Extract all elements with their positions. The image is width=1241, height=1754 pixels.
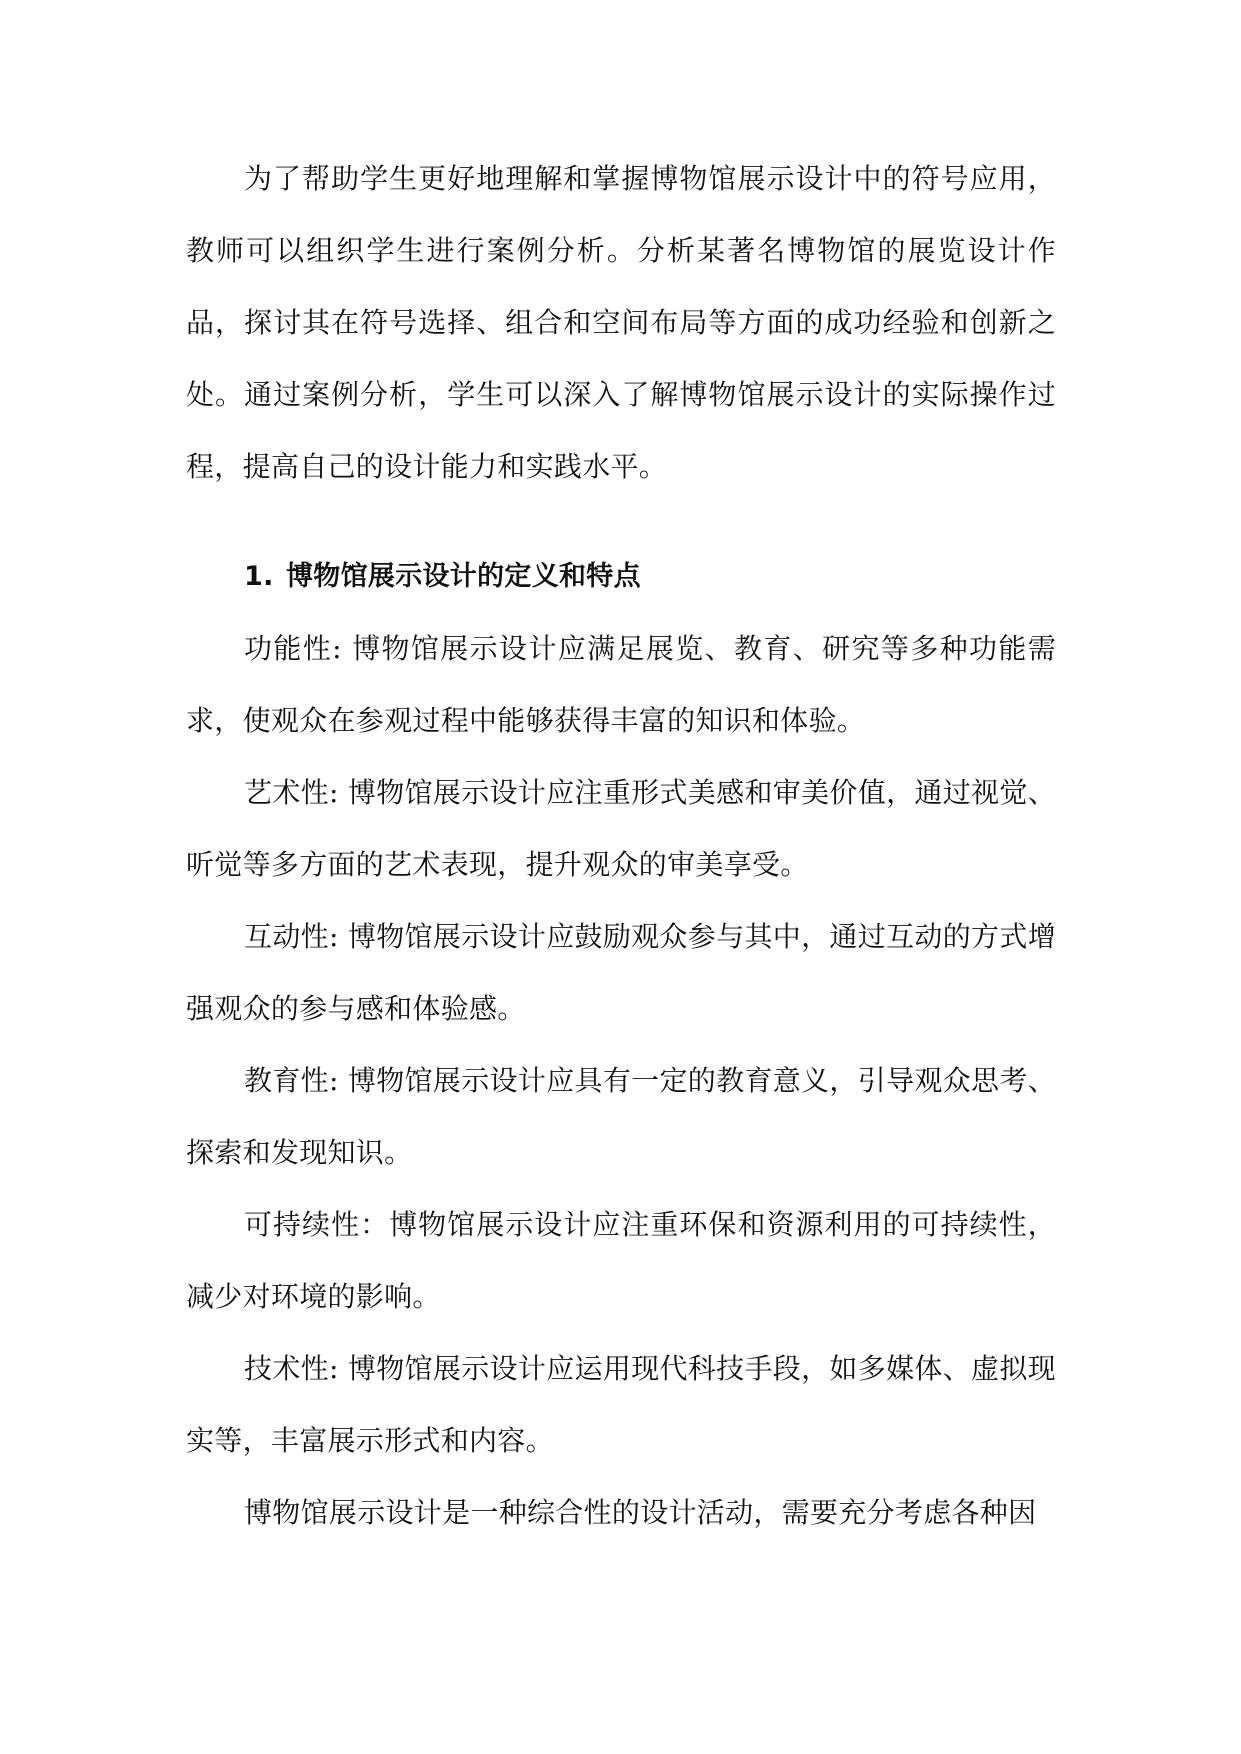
paragraph-summary: 博物馆展示设计是一种综合性的设计活动，需要充分考虑各种因	[244, 1496, 1037, 1529]
intro-paragraph: 为了帮助学生更好地理解和掌握博物馆展示设计中的符号应用，教师可以组织学生进行案例分析。分析某著名博物馆的展览设计作品，探讨其在符号选择、组合和空间布局等方面的成功经验和创新之处。通过案例分析，学生可以深入了解博物馆展示设计的实际操作过程，提高自己的设计能力和实践水平。	[186, 162, 1056, 483]
section-spacer	[186, 503, 1056, 541]
section-heading	[186, 541, 1056, 613]
section-number: 1.	[244, 561, 274, 592]
paragraph-interactivity: 互动性: 博物馆展示设计应鼓励观众参与其中，通过互动的方式增强观众的参与感和体验感。	[186, 920, 1056, 1025]
paragraph-education: 教育性: 博物馆展示设计应具有一定的教育意义，引导观众思考、探索和发现知识。	[186, 1064, 1056, 1169]
section-title: 博物馆展示设计的定义和特点	[286, 561, 641, 592]
paragraph-sustainability: 可持续性：博物馆展示设计应注重环保和资源利用的可持续性，减少对环境的影响。	[186, 1208, 1056, 1313]
document-body	[186, 143, 1056, 1549]
paragraph-functionality: 功能性: 博物馆展示设计应满足展览、教育、研究等多种功能需求，使观众在参观过程中能够获得丰富的知识和体验。	[186, 632, 1056, 737]
paragraph-technology: 技术性: 博物馆展示设计应运用现代科技手段，如多媒体、虚拟现实等，丰富展示形式和内容。	[186, 1352, 1056, 1457]
paragraph-artistry: 艺术性: 博物馆展示设计应注重形式美感和审美价值，通过视觉、听觉等多方面的艺术表现，提升观众的审美享受。	[186, 776, 1056, 881]
